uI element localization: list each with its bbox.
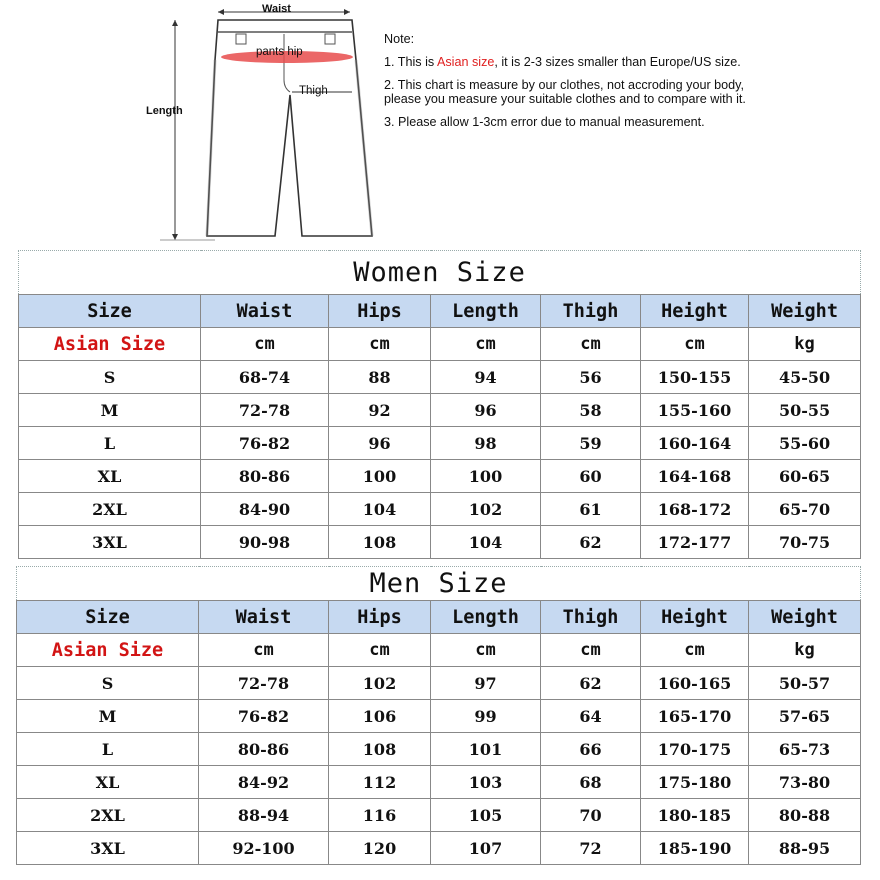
men-size-table	[16, 566, 861, 865]
men-table-row	[17, 766, 861, 799]
men-unit-cell: kg	[749, 634, 861, 667]
notes-block	[384, 32, 804, 138]
women-value-cell: 60-65	[749, 460, 861, 493]
men-header-weight: Weight	[749, 601, 861, 634]
women-unit-cell: cm	[431, 328, 541, 361]
men-value-cell: 62	[541, 667, 641, 700]
women-value-cell: 94	[431, 361, 541, 394]
women-value-cell: 150-155	[641, 361, 749, 394]
men-value-cell: 99	[431, 700, 541, 733]
women-unit-cell: cm	[201, 328, 329, 361]
women-value-cell: 96	[431, 394, 541, 427]
men-value-cell: 170-175	[641, 733, 749, 766]
men-value-cell: 72	[541, 832, 641, 865]
men-value-cell: 64	[541, 700, 641, 733]
men-value-cell: 88-95	[749, 832, 861, 865]
women-value-cell: 70-75	[749, 526, 861, 559]
women-size-cell: 2XL	[19, 493, 201, 526]
note-1	[384, 55, 804, 69]
women-table-row	[19, 361, 861, 394]
men-asian-size-label: Asian Size	[17, 634, 199, 667]
women-value-cell: 90-98	[201, 526, 329, 559]
note-2-line-1: 2. This chart is measure by our clothes, not accroding your body,	[384, 78, 745, 92]
women-value-cell: 104	[431, 526, 541, 559]
men-size-cell: 2XL	[17, 799, 199, 832]
women-value-cell: 45-50	[749, 361, 861, 394]
women-asian-size-label: Asian Size	[19, 328, 201, 361]
women-size-cell: L	[19, 427, 201, 460]
women-table-row	[19, 493, 861, 526]
women-value-cell: 98	[431, 427, 541, 460]
men-value-cell: 65-73	[749, 733, 861, 766]
women-unit-cell: kg	[749, 328, 861, 361]
women-value-cell: 104	[329, 493, 431, 526]
women-value-cell: 168-172	[641, 493, 749, 526]
men-size-cell: S	[17, 667, 199, 700]
women-header-hips: Hips	[329, 295, 431, 328]
women-header-size: Size	[19, 295, 201, 328]
women-value-cell: 160-164	[641, 427, 749, 460]
women-value-cell: 65-70	[749, 493, 861, 526]
women-value-cell: 56	[541, 361, 641, 394]
women-value-cell: 108	[329, 526, 431, 559]
men-header-size: Size	[17, 601, 199, 634]
men-value-cell: 88-94	[199, 799, 329, 832]
men-table-row	[17, 799, 861, 832]
women-table-title: Women Size	[19, 251, 861, 295]
men-table-row	[17, 832, 861, 865]
men-unit-cell: cm	[431, 634, 541, 667]
men-value-cell: 73-80	[749, 766, 861, 799]
women-size-cell: S	[19, 361, 201, 394]
men-table-row	[17, 700, 861, 733]
women-table-row	[19, 394, 861, 427]
men-value-cell: 92-100	[199, 832, 329, 865]
women-value-cell: 61	[541, 493, 641, 526]
women-value-cell: 84-90	[201, 493, 329, 526]
men-header-length: Length	[431, 601, 541, 634]
note-1-suffix: , it is 2-3 sizes smaller than Europe/US size.	[494, 55, 741, 69]
men-unit-cell: cm	[329, 634, 431, 667]
women-table-row	[19, 460, 861, 493]
men-header-height: Height	[641, 601, 749, 634]
women-unit-cell: cm	[329, 328, 431, 361]
women-value-cell: 60	[541, 460, 641, 493]
men-value-cell: 105	[431, 799, 541, 832]
men-size-cell: XL	[17, 766, 199, 799]
women-header-thigh: Thigh	[541, 295, 641, 328]
note-2	[384, 78, 804, 106]
men-value-cell: 185-190	[641, 832, 749, 865]
women-value-cell: 164-168	[641, 460, 749, 493]
men-value-cell: 180-185	[641, 799, 749, 832]
women-value-cell: 100	[431, 460, 541, 493]
women-value-cell: 80-86	[201, 460, 329, 493]
men-value-cell: 165-170	[641, 700, 749, 733]
men-unit-cell: cm	[541, 634, 641, 667]
asian-size-highlight: Asian size	[436, 55, 495, 69]
women-value-cell: 155-160	[641, 394, 749, 427]
waist-label: Waist	[262, 3, 291, 15]
women-size-cell: 3XL	[19, 526, 201, 559]
men-value-cell: 50-57	[749, 667, 861, 700]
men-header-hips: Hips	[329, 601, 431, 634]
men-header-thigh: Thigh	[541, 601, 641, 634]
women-value-cell: 100	[329, 460, 431, 493]
men-table-row	[17, 733, 861, 766]
women-value-cell: 102	[431, 493, 541, 526]
men-value-cell: 80-88	[749, 799, 861, 832]
men-table-title: Men Size	[17, 567, 861, 601]
women-value-cell: 68-74	[201, 361, 329, 394]
men-value-cell: 70	[541, 799, 641, 832]
women-size-cell: XL	[19, 460, 201, 493]
men-size-cell: L	[17, 733, 199, 766]
men-value-cell: 175-180	[641, 766, 749, 799]
men-value-cell: 80-86	[199, 733, 329, 766]
pants-hip-label: pants hip	[256, 46, 303, 58]
men-value-cell: 84-92	[199, 766, 329, 799]
women-value-cell: 96	[329, 427, 431, 460]
women-value-cell: 72-78	[201, 394, 329, 427]
men-value-cell: 103	[431, 766, 541, 799]
men-value-cell: 68	[541, 766, 641, 799]
men-value-cell: 116	[329, 799, 431, 832]
men-value-cell: 107	[431, 832, 541, 865]
men-value-cell: 106	[329, 700, 431, 733]
women-header-weight: Weight	[749, 295, 861, 328]
thigh-label: Thigh	[299, 85, 328, 97]
women-size-cell: M	[19, 394, 201, 427]
women-header-height: Height	[641, 295, 749, 328]
men-value-cell: 120	[329, 832, 431, 865]
note-2-line-2: please you measure your suitable clothes and to compare with it.	[384, 92, 746, 106]
length-label: Length	[146, 105, 183, 117]
women-unit-cell: cm	[541, 328, 641, 361]
women-table-row	[19, 427, 861, 460]
women-size-table	[18, 250, 861, 559]
women-table-row	[19, 526, 861, 559]
men-value-cell: 97	[431, 667, 541, 700]
women-value-cell: 92	[329, 394, 431, 427]
men-value-cell: 112	[329, 766, 431, 799]
men-size-cell: M	[17, 700, 199, 733]
women-value-cell: 50-55	[749, 394, 861, 427]
women-value-cell: 76-82	[201, 427, 329, 460]
women-header-waist: Waist	[201, 295, 329, 328]
notes-title: Note:	[384, 32, 415, 46]
men-table-row	[17, 667, 861, 700]
men-value-cell: 76-82	[199, 700, 329, 733]
note-1-prefix: 1. This is	[384, 55, 437, 69]
women-value-cell: 62	[541, 526, 641, 559]
men-value-cell: 101	[431, 733, 541, 766]
men-value-cell: 66	[541, 733, 641, 766]
men-value-cell: 108	[329, 733, 431, 766]
women-value-cell: 172-177	[641, 526, 749, 559]
men-value-cell: 160-165	[641, 667, 749, 700]
men-value-cell: 57-65	[749, 700, 861, 733]
men-size-cell: 3XL	[17, 832, 199, 865]
women-value-cell: 58	[541, 394, 641, 427]
men-unit-cell: cm	[199, 634, 329, 667]
women-value-cell: 88	[329, 361, 431, 394]
women-value-cell: 55-60	[749, 427, 861, 460]
women-unit-cell: cm	[641, 328, 749, 361]
women-value-cell: 59	[541, 427, 641, 460]
note-3: 3. Please allow 1-3cm error due to manual measurement.	[384, 115, 705, 129]
men-value-cell: 72-78	[199, 667, 329, 700]
men-header-waist: Waist	[199, 601, 329, 634]
women-header-length: Length	[431, 295, 541, 328]
men-unit-cell: cm	[641, 634, 749, 667]
men-value-cell: 102	[329, 667, 431, 700]
